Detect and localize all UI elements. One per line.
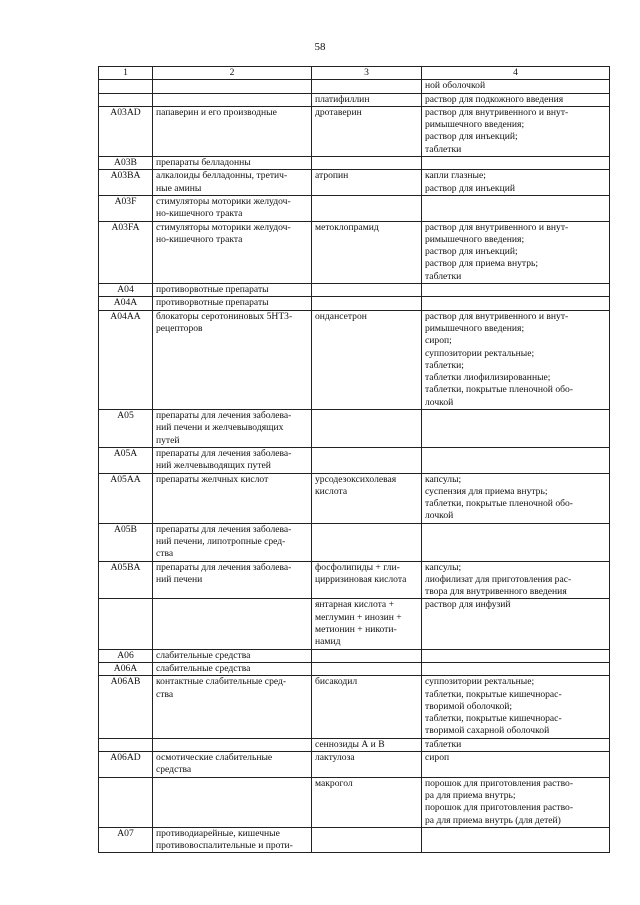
group-name-cell: стимуляторы моторики желудоч- но-кишечного тракта	[153, 195, 312, 221]
drug-classification-table	[98, 66, 610, 853]
table-row	[99, 599, 610, 649]
atc-code-cell: A04A	[99, 297, 153, 310]
group-name-cell: стимуляторы моторики желудоч- но-кишечного тракта	[153, 221, 312, 283]
header-col-3: 3	[312, 67, 422, 80]
table-row	[99, 523, 610, 561]
dosage-form-cell	[422, 284, 610, 297]
table-row	[99, 221, 610, 283]
group-name-cell: противорвотные препараты	[153, 297, 312, 310]
table-row	[99, 106, 610, 156]
group-name-cell: противорвотные препараты	[153, 284, 312, 297]
group-name-cell: блокаторы серотониновых 5НТ3- рецепторов	[153, 310, 312, 409]
atc-code-cell: A03AD	[99, 106, 153, 156]
drug-name-cell	[312, 157, 422, 170]
atc-code-cell	[99, 93, 153, 106]
header-col-4: 4	[422, 67, 610, 80]
group-name-cell: препараты для лечения заболева- ний желчевыводящих путей	[153, 447, 312, 473]
atc-code-cell: A06	[99, 649, 153, 662]
group-name-cell: препараты для лечения заболева- ний печени	[153, 561, 312, 599]
dosage-form-cell	[422, 447, 610, 473]
header-col-1: 1	[99, 67, 153, 80]
dosage-form-cell: раствор для внутривенного и внут- римышечного введения; сироп; суппозитории ректальные; таблетки; таблетки лиофилизированные; таблетки, покрытые пленочной обо- лочкой	[422, 310, 610, 409]
atc-code-cell: A05B	[99, 523, 153, 561]
dosage-form-cell: раствор для инфузий	[422, 599, 610, 649]
atc-code-cell: A06AD	[99, 752, 153, 778]
atc-code-cell: A03BA	[99, 170, 153, 196]
dosage-form-cell: раствор для внутривенного и внут- римышечного введения; раствор для инъекций; таблетки	[422, 106, 610, 156]
drug-name-cell	[312, 523, 422, 561]
group-name-cell: папаверин и его производные	[153, 106, 312, 156]
table-row	[99, 473, 610, 523]
drug-name-cell	[312, 80, 422, 93]
drug-name-cell: янтарная кислота + меглумин + инозин + метионин + никоти- намид	[312, 599, 422, 649]
drug-name-cell: бисакодил	[312, 676, 422, 738]
drug-name-cell	[312, 662, 422, 675]
dosage-form-cell: порошок для приготовления раство- ра для приема внутрь; порошок для приготовления раство- ра для приема внутрь (для детей)	[422, 777, 610, 827]
header-col-2: 2	[153, 67, 312, 80]
drug-name-cell: атропин	[312, 170, 422, 196]
drug-name-cell	[312, 410, 422, 448]
dosage-form-cell	[422, 662, 610, 675]
drug-name-cell: дротаверин	[312, 106, 422, 156]
drug-name-cell: сеннозиды А и В	[312, 738, 422, 751]
drug-name-cell: лактулоза	[312, 752, 422, 778]
dosage-form-cell: сироп	[422, 752, 610, 778]
table-header-row	[99, 67, 610, 80]
group-name-cell: слабительные средства	[153, 649, 312, 662]
drug-name-cell	[312, 195, 422, 221]
table-row	[99, 676, 610, 738]
table-row	[99, 738, 610, 751]
dosage-form-cell	[422, 827, 610, 853]
drug-name-cell: макрогол	[312, 777, 422, 827]
dosage-form-cell: раствор для внутривенного и внут- римышечного введения; раствор для инъекций; раствор для приема внутрь; таблетки	[422, 221, 610, 283]
group-name-cell: препараты для лечения заболева- ний печени и желчевыводящих путей	[153, 410, 312, 448]
group-name-cell: алкалоиды белладонны, третич- ные амины	[153, 170, 312, 196]
group-name-cell: осмотические слабительные средства	[153, 752, 312, 778]
table-row	[99, 284, 610, 297]
drug-name-cell: ондансетрон	[312, 310, 422, 409]
group-name-cell: слабительные средства	[153, 662, 312, 675]
dosage-form-cell: раствор для подкожного введения	[422, 93, 610, 106]
table-row	[99, 752, 610, 778]
dosage-form-cell	[422, 410, 610, 448]
drug-name-cell: платифиллин	[312, 93, 422, 106]
dosage-form-cell: суппозитории ректальные; таблетки, покрытые кишечнорас- творимой оболочкой; таблетки, покрытые кишечнорас- творимой сахарной оболочкой	[422, 676, 610, 738]
dosage-form-cell: таблетки	[422, 738, 610, 751]
group-name-cell: препараты желчных кислот	[153, 473, 312, 523]
atc-code-cell: A06AB	[99, 676, 153, 738]
atc-code-cell	[99, 80, 153, 93]
atc-code-cell: A05A	[99, 447, 153, 473]
group-name-cell	[153, 777, 312, 827]
atc-code-cell: A03B	[99, 157, 153, 170]
drug-name-cell	[312, 827, 422, 853]
atc-code-cell: A06A	[99, 662, 153, 675]
dosage-form-cell	[422, 297, 610, 310]
group-name-cell: противодиарейные, кишечные противовоспалительные и проти-	[153, 827, 312, 853]
drug-name-cell	[312, 649, 422, 662]
dosage-form-cell: капсулы; лиофилизат для приготовления рас- твора для внутривенного введения	[422, 561, 610, 599]
table-row	[99, 827, 610, 853]
atc-code-cell: A05BA	[99, 561, 153, 599]
dosage-form-cell	[422, 195, 610, 221]
dosage-form-cell: капли глазные; раствор для инъекций	[422, 170, 610, 196]
table-body	[99, 80, 610, 853]
group-name-cell	[153, 599, 312, 649]
table-row	[99, 170, 610, 196]
table-row	[99, 777, 610, 827]
dosage-form-cell	[422, 649, 610, 662]
group-name-cell: контактные слабительные сред- ства	[153, 676, 312, 738]
table-row	[99, 80, 610, 93]
atc-code-cell: A05	[99, 410, 153, 448]
page-number: 58	[314, 41, 326, 53]
atc-code-cell: A04AA	[99, 310, 153, 409]
table-row	[99, 297, 610, 310]
atc-code-cell: A04	[99, 284, 153, 297]
table-row	[99, 93, 610, 106]
atc-code-cell: A05AA	[99, 473, 153, 523]
table-row	[99, 649, 610, 662]
group-name-cell	[153, 93, 312, 106]
table-row	[99, 662, 610, 675]
drug-name-cell: метоклопрамид	[312, 221, 422, 283]
group-name-cell: препараты для лечения заболева- ний печени, липотропные сред- ства	[153, 523, 312, 561]
group-name-cell	[153, 738, 312, 751]
drug-name-cell	[312, 284, 422, 297]
atc-code-cell	[99, 777, 153, 827]
drug-name-cell: урсодезоксихолевая кислота	[312, 473, 422, 523]
group-name-cell	[153, 80, 312, 93]
dosage-form-cell	[422, 523, 610, 561]
drug-name-cell	[312, 447, 422, 473]
table-row	[99, 410, 610, 448]
dosage-form-cell: капсулы; суспензия для приема внутрь; таблетки, покрытые пленочной обо- лочкой	[422, 473, 610, 523]
group-name-cell: препараты белладонны	[153, 157, 312, 170]
atc-code-cell	[99, 599, 153, 649]
dosage-form-cell	[422, 157, 610, 170]
drug-name-cell: фосфолипиды + гли- цирризиновая кислота	[312, 561, 422, 599]
atc-code-cell	[99, 738, 153, 751]
table-row	[99, 157, 610, 170]
drug-name-cell	[312, 297, 422, 310]
atc-code-cell: A03FA	[99, 221, 153, 283]
atc-code-cell: A07	[99, 827, 153, 853]
atc-code-cell: A03F	[99, 195, 153, 221]
table-row	[99, 447, 610, 473]
table-row	[99, 561, 610, 599]
table-row	[99, 195, 610, 221]
dosage-form-cell: ной оболочкой	[422, 80, 610, 93]
table-row	[99, 310, 610, 409]
